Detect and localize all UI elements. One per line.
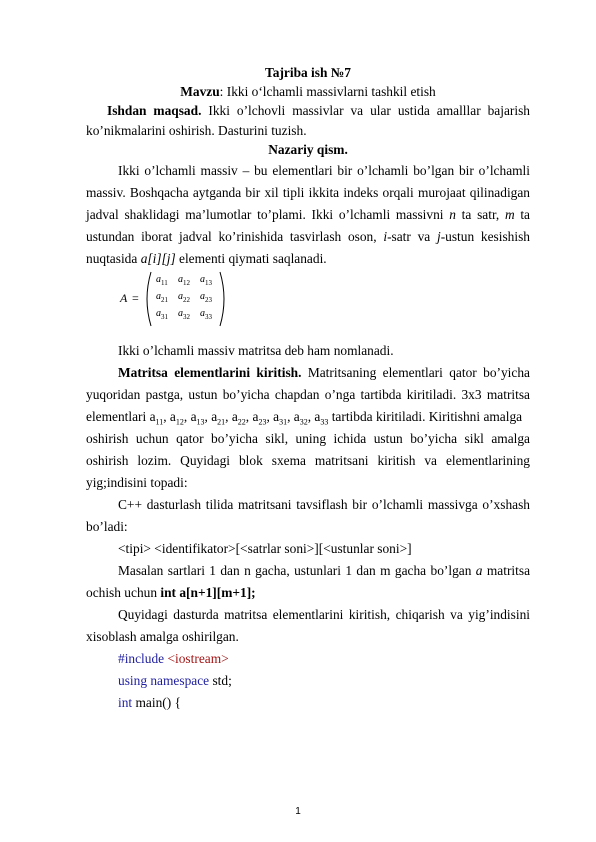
para3-first: Matritsaning elementlari qator bo’yicha [301,365,530,380]
goal-text: Ikki o’lchovli massivlar va ular ustida amalllar bajarish [201,103,530,118]
matrix-cell-index: 11 [161,279,168,287]
code-line-using [118,672,530,689]
include-keyword: #include [118,651,165,666]
para3-label: Matritsa elementlarini kiritish. [118,365,302,380]
para1-text-3: jadval shaklidagi ma’lumotlar to’plami. Ikki o’lchamli massivni [86,207,444,222]
para1-line-2: massiv. Boshqacha aytganda bir xil tipli ikkita indeks orqali murojaat qilinadigan [86,185,530,200]
para6-line-2: xisoblash amalga oshirilgan. [86,629,239,644]
matrix-cell-letter: a [178,291,183,302]
matrix-cell [200,274,212,287]
element-separator: , a [266,409,280,424]
ta-satr-text: ta satr, [455,207,505,222]
para1-line-5 [86,250,530,267]
matrix-cell-index: 23 [205,296,212,304]
para5-var-a: a [475,563,483,578]
para3-line-3 [86,408,530,431]
code-line-include [118,650,530,667]
para3-line-2: yuqoridan pastga, ustun bo’yicha chapdan o’nga tartibda kiritiladi. 3x3 matritsa [86,387,530,402]
para5-line-2 [86,584,530,601]
j-var: j [436,229,441,244]
element-separator: , a [183,409,197,424]
para5-line-1 [118,562,530,579]
matrix-lhs: A [120,291,128,305]
element-index: 33 [320,417,329,427]
topic-text: : Ikki o‘lchamli massivlarni tashkil etish [219,84,436,99]
goal-line-1 [107,102,530,119]
para6-line-1: Quyidagi dasturda matritsa elementlarini kiritish, chiqarish va yig’indisini [118,607,530,622]
matrix-cell-letter: a [200,291,205,302]
para3-line-6: yig;indisini topadi: [86,475,188,490]
para5-text-2a: ochish uchun [86,585,161,600]
para3-line-4: oshirish uchun qator bo’yicha sikl, uning ichida ustun bo’yicha sikl amalga [86,431,530,446]
matrix-equals: = [132,291,139,305]
satr-va-text: -satr va [387,229,437,244]
para1-text-4: ustundan iborat jadval ko’rinishida tasvirlash oson, [86,229,377,244]
matrix-cell [178,308,190,321]
element-index: 12 [175,417,184,427]
n-var: n [449,207,456,222]
para1-line-1: Ikki o’lchamli massiv – bu elementlari bir o’lchamli bo’lgan bir o’lchamli [118,163,530,178]
goal-line-2: ko’nikmalarini oshirish. Dasturini tuzish. [86,123,307,138]
using-rest: std; [209,673,232,688]
para5-text-c: matritsa [482,563,531,578]
para4-line-2: bo’ladi: [86,519,128,534]
syntax-line: <tipi> <identifikator>[<satrlar soni>][<ustunlar soni>] [118,541,412,556]
m-var: m [504,207,515,222]
code-line-main [118,694,530,711]
goal-label: Ishdan maqsad. [107,103,202,118]
matrix-cell-letter: a [156,308,161,319]
title-text: Tajriba ish №7 [265,65,351,80]
theory-heading-text: Nazariy qism. [268,142,348,157]
matrix-cell-index: 22 [183,296,190,304]
include-library: <iostream> [164,651,229,666]
matrix-cell [156,291,168,304]
element-index: 13 [196,417,205,427]
aij-expr: a[i][j] [140,251,176,266]
element-index: 32 [299,417,308,427]
main-signature: main() { [132,695,181,710]
element-separator: , a [204,409,218,424]
ta-text: ta [514,207,530,222]
element-index: 23 [258,417,267,427]
para3-line-5: oshirish lozim. Quyidagi blok sxema matritsani kiritish va elementlarining [86,453,530,468]
int-keyword: int [118,695,133,710]
element-separator: , a [287,409,300,424]
matrix-cell [156,274,168,287]
para2: Ikki o’lchamli massiv matritsa deb ham nomlanadi. [118,343,394,358]
page-number: 1 [295,806,301,817]
matrix-cell [200,291,212,304]
matrix-cell-letter: a [200,308,205,319]
element-index: 31 [279,417,288,427]
matrix-cell-index: 13 [205,279,212,287]
matrix-cell [178,291,190,304]
element-separator: , a [225,409,238,424]
matrix-cell-letter: a [156,274,161,285]
para1-line-3 [86,206,530,223]
elements-suffix: tartibda kiritiladi. Kiritishni amalga [328,409,523,424]
element-separator: , a [307,409,321,424]
matrix-cell [200,308,212,321]
using-keyword: using namespace [118,673,210,688]
elements-list [155,409,329,427]
para5-text-a: Masalan sartlari 1 dan n gacha, ustunlari 1 dan m gacha bo’lgan [118,563,476,578]
matrix-brackets [120,270,230,328]
array-declaration: int a[n+1][m+1]; [160,585,256,600]
para3-line-1 [118,364,530,381]
matrix-cell [156,308,168,321]
para4-line-1: C++ dasturlash tilida matritsani tavsiflash bir o’lchamli massivga o’xshash [118,497,530,512]
matrix-cell-letter: a [156,291,161,302]
matrix-cell-index: 31 [161,313,168,321]
matrix-cell-index: 33 [205,313,212,321]
matrix-cell-letter: a [178,274,183,285]
topic-line [86,83,530,100]
matrix-cell [178,274,190,287]
element-separator: , a [245,409,259,424]
ustun-kesishish-text: -ustun kesishish [440,229,530,244]
para1-line-4 [86,228,530,245]
theory-heading [86,141,530,158]
element-index: 21 [217,417,226,427]
matrix-a-figure [120,270,230,328]
page-title [86,64,530,81]
element-separator: , a [163,409,176,424]
matrix-cell-index: 21 [161,296,168,304]
matrix-cell-index: 12 [183,279,190,287]
matrix-cell-letter: a [178,308,183,319]
i-var: i [383,229,388,244]
element-index: 22 [237,417,246,427]
elementi-text: elementi qiymati saqlanadi. [175,251,327,266]
para1-text-5: nuqtasida [86,251,138,266]
elements-prefix: elementlari a [86,409,156,424]
topic-label: Mavzu [180,84,220,99]
matrix-cell-index: 32 [183,313,190,321]
element-index: 11 [155,417,164,427]
matrix-cell-letter: a [200,274,205,285]
